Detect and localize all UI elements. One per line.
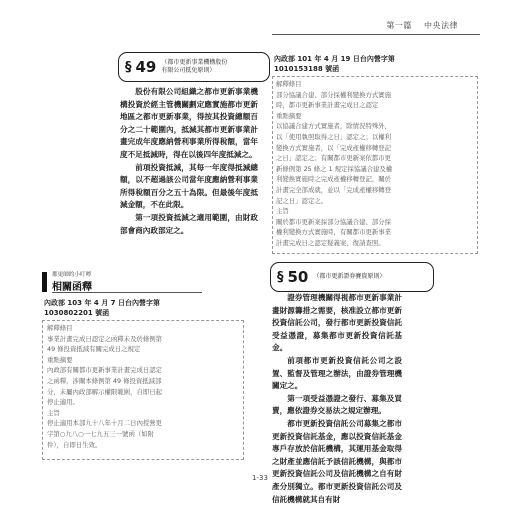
- article-subtitle: （都市更新事業機構股份 有限公司抵免原則）: [161, 59, 228, 74]
- ruling-reference: 內政部 101 年 4 月 19 日台內營字第: [274, 55, 395, 63]
- article-paragraph: 前項都市更新投資信託公司之設置、監督及管理之辦法，由證券管理機關定之。: [272, 355, 402, 391]
- ruling-line: 內政部有關都市更新事業計畫完成日認定: [47, 366, 163, 375]
- ruling-line: 以「使用執照取得之日」認定之；以權利: [276, 132, 392, 141]
- ruling-line: 新條例第 25 條之 1 規定採協議合建及權: [276, 164, 393, 173]
- article-paragraph: 都市更新投資信託公司募集之都市更新投資信託基金，應以投資信託基金專戶存放於信託機構，其運用基金取得之財產並應信託予該信託機構，與都市更新投資信託公司及信託機構之自有財產分別獨立。都市更新投資信託公司及信託機構就其自有財: [272, 418, 402, 504]
- article-number: 49: [135, 58, 157, 76]
- ruling-line: 主旨: [276, 207, 289, 216]
- article-paragraph: 股份有限公司組織之都市更新事業機構投資於經主管機關劃定應實施都市更新地區之都市更新事業，得按其投資總額百分之二十範圍內，抵減其都市更新事業計畫完成年度應納營利事業所得稅額，當年度不足抵減時，得在以後四年度抵減之。: [120, 87, 258, 159]
- ruling-line: 解釋條目: [276, 80, 302, 88]
- label-title: 相關函釋: [52, 282, 92, 293]
- ruling-line: 事業計畫完成日認定之函釋未及於條例第: [47, 334, 163, 343]
- ruling-line: 計畫完成日之認定疑義案，復請查照。: [276, 238, 385, 247]
- header-rule: [272, 34, 480, 35]
- ruling-line: 之日」認定之；有關都市更新案依都市更: [276, 154, 392, 163]
- ruling-line: 停止適用。: [47, 398, 79, 407]
- ruling-line: 重點摘要: [47, 355, 73, 364]
- ruling-line: 記之日」認定之。: [276, 196, 328, 205]
- ruling-line: 以協議合建方式實施者，除情況特殊外，: [276, 122, 392, 131]
- ruling-line: 時，都市更新事業計畫完成日之認定: [276, 101, 379, 110]
- label-bar: [42, 272, 47, 292]
- article-49-heading: [118, 52, 270, 82]
- ruling-line: 利變換實施時之完成產權移轉登記，關於: [276, 175, 392, 184]
- ruling-line: 之函釋，涉關本條例第 49 條投資抵減部: [47, 376, 162, 385]
- ruling-line: 計畫完全部成就，並以「完成產權移轉登: [276, 185, 392, 194]
- ruling-line: 重點摘要: [276, 111, 302, 120]
- article-50-heading: [270, 262, 434, 292]
- header-part: 第一篇: [386, 21, 412, 30]
- label-caption: 都更師的小叮嚀: [52, 272, 92, 278]
- ruling-line: 部分協議合建、部分採權利變換方式實施: [276, 90, 392, 99]
- page-number: 1-33: [252, 474, 268, 482]
- article-paragraph: 證券管理機關得視都市更新事業計畫財源籌措之需要，核准設立都市更新投資信託公司，發行都市更新投資信託受益憑證，募集都市更新投資信託基金。: [272, 293, 402, 353]
- ruling-line: 字第○九八○一七九五三一號函（如附: [47, 429, 155, 438]
- ruling-reference: 1030802201 號函: [44, 309, 110, 317]
- ruling-reference: 1010153188 號函: [274, 65, 340, 73]
- ruling-reference: 內政部 103 年 4 月 7 日台內營字第: [44, 299, 160, 307]
- running-header: [386, 20, 458, 31]
- section-mark: §: [125, 59, 132, 75]
- ruling-right: [274, 54, 474, 74]
- article-paragraph: 第一項投資抵減之適用範圍，由財政部會商內政部定之。: [120, 212, 258, 235]
- ruling-line: 49 條投資抵減有關完成日之規定: [47, 345, 141, 354]
- ruling-right-body: [276, 79, 474, 249]
- ruling-line: 停止適用本部九十八年十月二日內授營更: [47, 419, 163, 428]
- article-number: 50: [287, 268, 309, 286]
- article-49-body: [120, 86, 258, 237]
- ruling-line: 權利變換方式實施時，有關都市更新事業: [276, 228, 392, 237]
- ruling-left-body: [47, 323, 241, 450]
- label-rule: [52, 292, 202, 293]
- section-mark: §: [277, 269, 284, 285]
- ruling-line: 變換方式實施者，以「完成產權移轉登記: [276, 143, 392, 152]
- ruling-line: 件），自即日生效。: [47, 440, 102, 449]
- article-paragraph: 第一項受益憑證之發行、募集及買賣，應依證券交易法之規定辦理。: [272, 393, 402, 416]
- ruling-line: 解釋條目: [47, 324, 73, 332]
- article-paragraph: 前項投資抵減，其每一年度得抵減總額，以不超過該公司當年度應納營利事業所得稅額百分之五十為限。但最後年度抵減金額，不在此限。: [120, 162, 258, 210]
- ruling-line: 關於都市更新案採部分協議合建、部分採: [276, 217, 392, 226]
- ruling-line: 主旨: [47, 408, 60, 417]
- ruling-line: 分，未屬內政部解示權限範圍，自即日起: [47, 387, 163, 396]
- related-rulings-label: [42, 270, 162, 294]
- ruling-left: [44, 298, 240, 318]
- article-subtitle: （都市更新證券賽資原則）: [313, 273, 386, 280]
- header-section: 中央法律: [424, 21, 458, 30]
